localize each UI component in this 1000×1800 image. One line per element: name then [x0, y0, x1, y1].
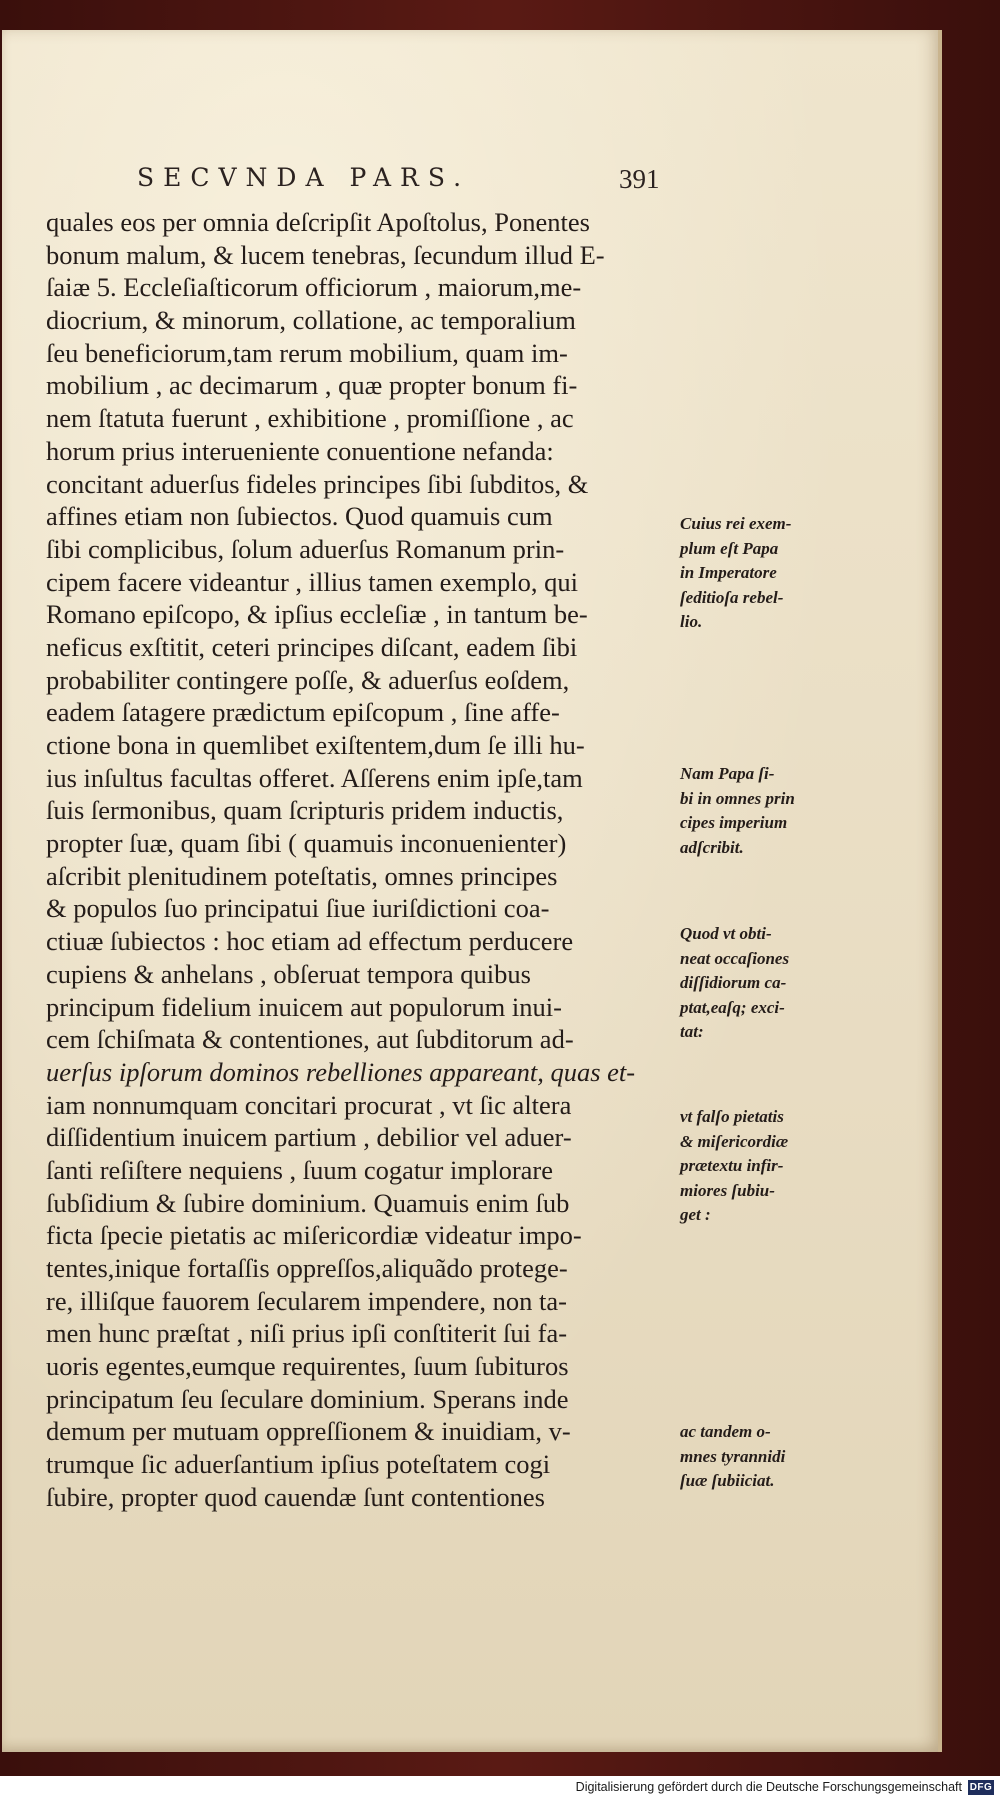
margin-note-line: neat occaſiones	[680, 948, 790, 968]
margin-note-line: vt falſo pietatis	[680, 1107, 784, 1126]
book-page	[2, 30, 938, 1752]
margin-note-line: ſeditioſa rebel-	[680, 587, 784, 607]
page-edge	[938, 30, 942, 1752]
text-line: ctione bona in quemlibet exiſtentem,dum ſe illi hu-	[46, 730, 585, 760]
text-line: diſſidentium inuicem partium , debilior vel aduer-	[46, 1122, 572, 1153]
text-line: ſubire, propter quod cauendæ ſunt contentiones	[46, 1481, 545, 1512]
funding-credit: Digitalisierung gefördert durch die Deutsche Forschungsgemeinschaft	[575, 1780, 962, 1794]
text-line: diocrium, & minorum, collatione, ac temporalium	[46, 305, 576, 336]
margin-note-line: ac tandem o-	[680, 1422, 771, 1441]
footer-bar	[0, 1776, 1000, 1800]
margin-note	[680, 512, 791, 635]
text-line: demum per mutuam oppreſſionem & inuidiam, v-	[46, 1416, 571, 1447]
text-line: cipem facere videantur , illius tamen exemplo, qui	[46, 566, 579, 597]
text-line: uoris egentes,eumque requirentes, ſuum ſubituros	[46, 1351, 569, 1382]
text-line: mobilium , ac decimarum , quæ propter bonum fi-	[46, 370, 578, 401]
text-line: ficta ſpecie pietatis ac miſericordiæ videatur impo-	[46, 1220, 582, 1251]
text-line: ctiuæ ſubiectos : hoc etiam ad effectum perducere	[46, 926, 574, 957]
margin-note-line: Quod vt obti-	[680, 924, 772, 943]
text-line: re, illiſque fauorem ſecularem impendere, non ta-	[46, 1285, 567, 1316]
text-line: bonum malum, & lucem tenebras, ſecundum illud E-	[46, 239, 605, 270]
text-line: horum prius interueniente conuentione nefanda:	[46, 435, 554, 466]
text-line: ſubſidium & ſubire dominium. Quamuis enim ſub	[46, 1187, 570, 1218]
text-line: concitant aduerſus fideles principes ſibi ſubditos, &	[46, 468, 589, 499]
margin-note-line: bi in omnes prin	[680, 788, 795, 808]
text-line: men hunc præſtat , niſi prius ipſi conſtiterit ſui fa-	[46, 1318, 568, 1349]
text-line: ſibi complicibus, ſolum aduerſus Romanum prin-	[46, 533, 565, 564]
text-line: principatum ſeu ſeculare dominium. Sperans inde	[46, 1383, 569, 1414]
running-head: SECVNDA PARS.	[137, 163, 471, 192]
margin-note	[680, 1105, 788, 1228]
text-line: ſaiæ 5. Eccleſiaſticorum officiorum , maiorum,me-	[46, 272, 582, 303]
text-line: nem ſtatuta fuerunt , exhibitione , promiſſione , ac	[46, 403, 574, 434]
margin-note-line: mnes tyrannidi	[680, 1446, 786, 1466]
margin-note-line: ſuæ ſubiiciat.	[680, 1471, 775, 1490]
text-line: probabiliter contingere poſſe, & aduerſus eoſdem,	[46, 664, 570, 695]
margin-note-line: get :	[680, 1205, 711, 1224]
text-line: uerſus ipſorum dominos rebelliones appareant, quas et-	[46, 1056, 636, 1087]
margin-note	[680, 762, 795, 860]
body-text	[46, 206, 682, 1514]
margin-note-line: tat:	[680, 1022, 704, 1041]
page-number: 391	[619, 164, 660, 194]
text-line: neficus exſtitit, ceteri principes diſcant, eadem ſibi	[46, 631, 578, 662]
margin-note-line: & miſericordiæ	[680, 1131, 789, 1151]
text-line: Romano epiſcopo, & ipſius eccleſiæ , in tantum be-	[46, 599, 588, 630]
text-line: ius inſultus facultas offeret. Aſſerens enim ipſe,tam	[46, 762, 583, 793]
text-line: cem ſchiſmata & contentiones, aut ſubditorum ad-	[46, 1024, 574, 1055]
margin-note	[680, 1420, 785, 1494]
margin-note-line: adſcribit.	[680, 837, 744, 857]
text-line: iam nonnumquam concitari procurat , vt ſic altera	[46, 1089, 572, 1120]
margin-note-line: in Imperatore	[680, 563, 777, 582]
text-line: ſeu beneficiorum,tam rerum mobilium, quam im-	[46, 337, 568, 368]
dfg-logo: DFG	[969, 1782, 993, 1793]
margin-note-line: plum eſt Papa	[680, 538, 779, 558]
margin-note-line: prætextu infir-	[680, 1156, 784, 1175]
text-line: propter ſuæ, quam ſibi ( quamuis inconuenienter)	[46, 828, 567, 859]
margin-note-line: miores ſubiu-	[680, 1180, 775, 1200]
margin-note-line: diſſidiorum ca-	[680, 973, 787, 992]
text-line: tentes,inique fortaſſis oppreſſos,aliquãdo protege-	[46, 1253, 568, 1283]
text-line: trumque ſic aduerſantium ipſius poteſtatem cogi	[46, 1449, 551, 1480]
margin-note-line: cipes imperium	[680, 813, 788, 832]
text-line: ſuis ſermonibus, quam ſcripturis pridem inductis,	[46, 795, 564, 826]
text-line: eadem ſatagere prædictum epiſcopum , ſine affe-	[46, 697, 560, 728]
text-line: principum fidelium inuicem aut populorum inui-	[46, 991, 562, 1022]
text-line: & populos ſuo principatui ſiue iuriſdictioni coa-	[46, 893, 550, 924]
text-line: affines etiam non ſubiectos. Quod quamuis cum	[46, 501, 553, 532]
text-line: ſanti reſiſtere nequiens , ſuum cogatur implorare	[46, 1154, 554, 1185]
text-line: cupiens & anhelans , obſeruat tempora quibus	[46, 958, 531, 989]
margin-note-line: Cuius rei exem-	[680, 514, 792, 533]
margin-note-line: ptat,eaſq; exci-	[680, 997, 785, 1017]
margin-note-line: lio.	[680, 612, 703, 631]
text-line: aſcribit plenitudinem poteſtatis, omnes principes	[46, 860, 558, 891]
margin-note	[680, 922, 789, 1045]
margin-note-line: Nam Papa ſi-	[680, 764, 775, 783]
text-line: quales eos per omnia deſcripſit Apoſtolus, Ponentes	[46, 207, 590, 237]
